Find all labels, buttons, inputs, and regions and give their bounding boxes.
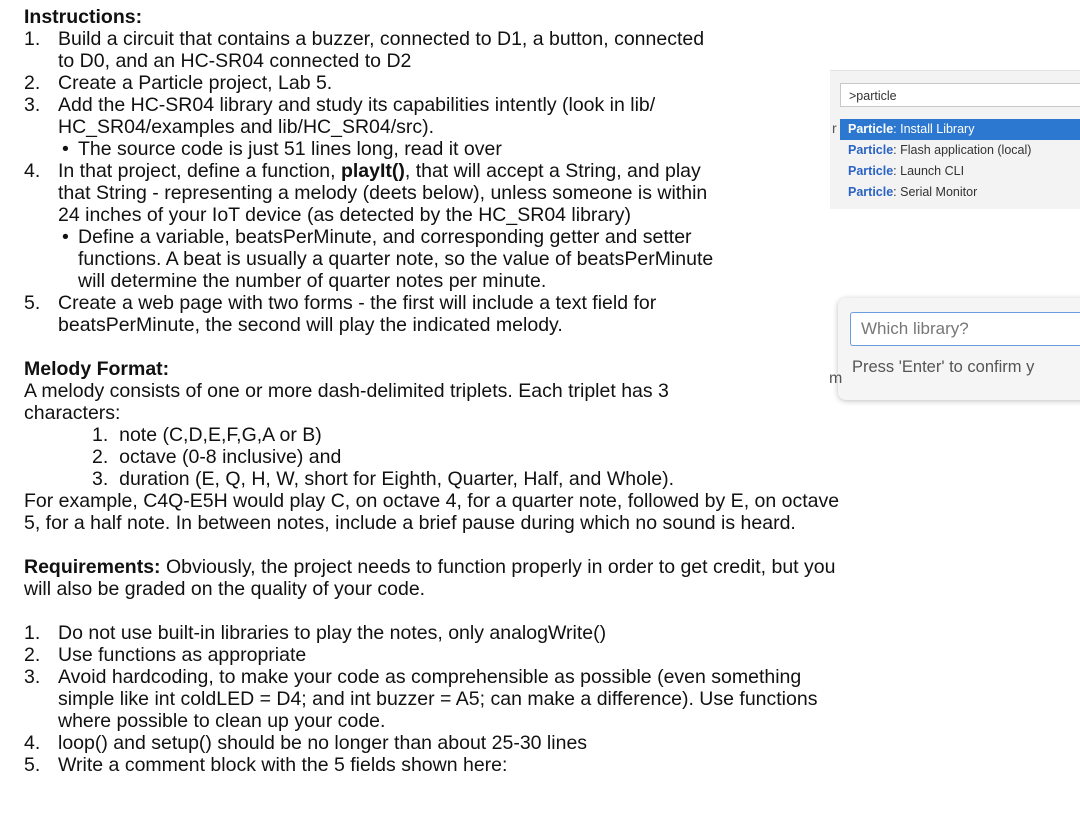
item-text: duration (E, Q, H, W, short for Eighth, Quarter, Half, and Whole). [119,468,675,490]
instruction-item-1 [24,28,1054,72]
command-label: : Serial Monitor [893,185,978,199]
subitem-line: Define a variable, beatsPerMinute, and corresponding getter and setter [78,226,692,248]
melody-item-1 [24,424,1054,446]
subitem-line: The source code is just 51 lines long, read it over [78,138,502,160]
item-number: 3. [24,94,41,116]
item-text: , that will accept a String, and play [404,160,701,182]
item-line: beatsPerMinute, the second will play the indicated melody. [58,314,563,336]
requirements-intro [24,556,1054,578]
item-number: 1. [24,28,41,50]
item-line: HC_SR04/examples and lib/HC_SR04/src). [58,116,435,138]
item-number: 2. [24,72,41,94]
subitem-line: functions. A beat is usually a quarter note, so the value of beatsPerMinute [78,248,714,270]
item-line: Do not use built-in libraries to play the notes, only analogWrite() [58,622,607,644]
command-label: : Launch CLI [893,164,965,178]
command-label: : Flash application (local) [893,143,1032,157]
item-number: 4. [24,160,41,182]
command-palette [830,70,1080,209]
item-line: Create a Particle project, Lab 5. [58,72,333,94]
item-text: octave (0-8 inclusive) and [119,446,342,468]
item-line: Avoid hardcoding, to make your code as comprehensible as possible (even something [58,666,802,688]
item-number: 3. [92,468,109,490]
item-number: 5. [24,754,41,776]
item-line: Create a web page with two forms - the first will include a text field for [58,292,657,314]
command-prefix: Particle [848,185,894,199]
melody-item-2 [24,446,1054,468]
item-number: 1. [92,424,109,446]
bullet-glyph: • [62,226,69,248]
command-input[interactable]: >particle [840,83,1080,107]
requirements-text: will also be graded on the quality of your code. [24,578,426,600]
item-number: 4. [24,732,41,754]
item-line: that String - representing a melody (deets below), unless someone is within [58,182,708,204]
command-serial-monitor[interactable] [840,182,1080,203]
command-flash-application[interactable] [840,140,1080,161]
item-line: where possible to clean up your code. [58,710,386,732]
command-prefix: Particle [848,122,894,136]
item-line: Write a comment block with the 5 fields shown here: [58,754,508,776]
item-line: Add the HC-SR04 library and study its capabilities intently (look in lib/ [58,94,656,116]
command-launch-cli[interactable] [840,161,1080,182]
item-number: 2. [92,446,109,468]
library-hint: Press 'Enter' to confirm y [852,358,1035,376]
library-input-box[interactable] [850,312,1080,346]
command-list [840,119,1080,203]
background-text-fragment: m [829,370,843,387]
item-line: to D0, and an HC-SR04 connected to D2 [58,50,412,72]
requirements-text: Obviously, the project needs to function properly in order to get credit, but you [160,556,836,578]
item-number: 3. [24,666,41,688]
item-line: loop() and setup() should be no longer than about 25-30 lines [58,732,588,754]
background-text-fragment: r [832,120,837,136]
item-line: simple like int coldLED = D4; and int buzzer = A5; can make a difference). Use functions [58,688,818,710]
item-number: 1. [24,622,41,644]
command-label: : Install Library [893,122,975,136]
item-number: 2. [24,644,41,666]
requirement-item-4 [24,732,1054,754]
instruction-subitem [24,226,1054,292]
item-number: 5. [24,292,41,314]
melody-example-line: 5, for a half note. In between notes, include a brief pause during which no sound is heard. [24,512,796,534]
melody-item-3 [24,468,1054,490]
library-prompt [838,298,1080,400]
melody-intro-line: A melody consists of one or more dash-delimited triplets. Each triplet has 3 [24,380,669,402]
command-prefix: Particle [848,164,894,178]
bullet-glyph: • [62,138,69,160]
item-text: note (C,D,E,F,G,A or B) [119,424,322,446]
requirement-item-3 [24,666,1054,732]
requirement-item-2 [24,644,1054,666]
requirement-item-5 [24,754,1054,776]
function-name: playIt() [340,160,405,182]
requirement-item-1 [24,622,1054,644]
item-text: In that project, define a function, [58,160,341,182]
subitem-line: will determine the number of quarter notes per minute. [78,270,547,292]
command-prefix: Particle [848,143,894,157]
item-line: Use functions as appropriate [58,644,307,666]
command-install-library[interactable] [840,119,1080,140]
item-line: 24 inches of your IoT device (as detected by the HC_SR04 library) [58,204,632,226]
item-line: Build a circuit that contains a buzzer, connected to D1, a button, connected [58,28,705,50]
instructions-heading: Instructions: [24,6,143,28]
library-input[interactable] [861,319,1080,339]
melody-intro-line: characters: [24,402,121,424]
requirements-heading: Requirements: [24,556,161,578]
melody-heading: Melody Format: [24,358,170,380]
melody-example-line: For example, C4Q-E5H would play C, on octave 4, for a quarter note, followed by E, on octave [24,490,840,512]
